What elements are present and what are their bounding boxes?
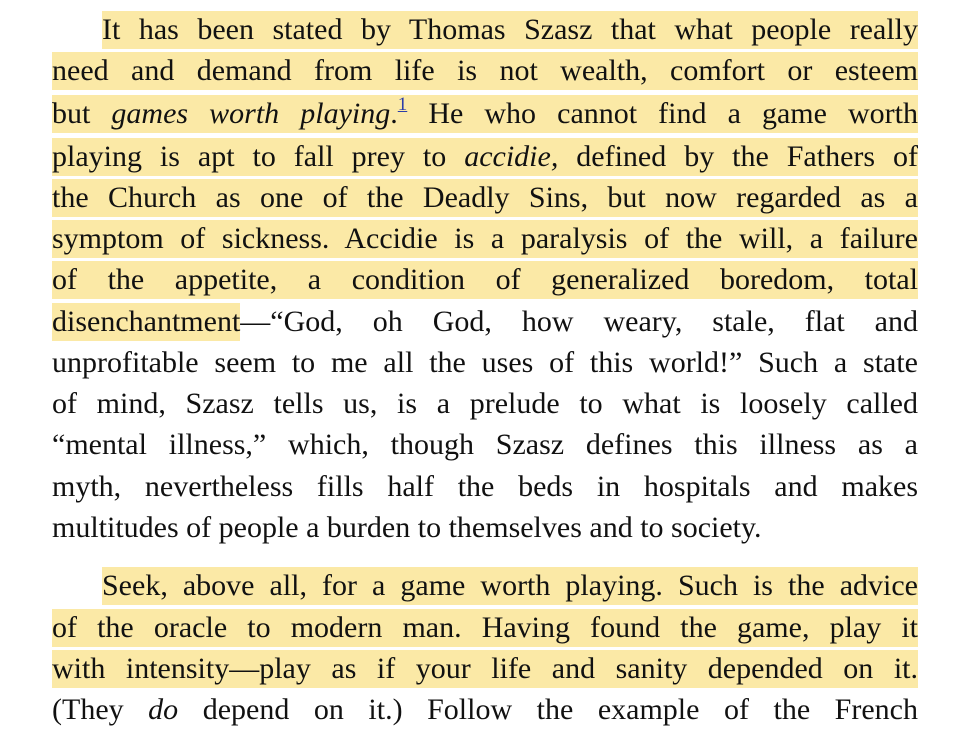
paragraph-1-line-5: [52, 177, 918, 218]
highlight: need and demand from life is not wealth, comfort or esteem: [52, 52, 918, 90]
paragraph-1-line-12: myth, nevertheless fills half the beds in hospitals and makes: [52, 470, 918, 503]
paragraph-1-line-9: unprofitable seem to me all the uses of this world!” Such a state: [52, 346, 918, 379]
highlight: of the oracle to modern man. Having found the game, play it: [52, 609, 918, 647]
highlight: with intensity—play as if your life and sanity depended on it.: [52, 650, 918, 688]
paragraph-1-line-11: “mental illness,” which, though Szasz defines this illness as a: [52, 428, 918, 461]
paragraph-1-line-8: disenchantment—“God, oh God, how weary, stale, flat and: [52, 301, 918, 342]
paragraph-2-line-4: (They do depend on it.) Follow the example of the French: [52, 693, 918, 726]
paragraph-1-line-7: [52, 259, 918, 300]
paragraph-1-line-10: of mind, Szasz tells us, is a prelude to what is loosely called: [52, 387, 918, 420]
paragraph-1-line-13: multitudes of people a burden to themselves and to society.: [52, 511, 762, 544]
paragraph-1-line-4: [52, 136, 918, 177]
paragraph-1-line-3: [52, 93, 918, 134]
paragraph-1-line-1: [102, 9, 918, 50]
highlight: the Church as one of the Deadly Sins, but now regarded as a: [52, 179, 918, 217]
highlight: but games worth playing.$^1$ He who cannot find a game worth: [52, 95, 918, 133]
highlight: playing is apt to fall prey to accidie, defined by the Fathers of: [52, 138, 918, 176]
paragraph-1-line-2: [52, 50, 918, 91]
emphasis-text: do: [148, 693, 179, 726]
paragraph-2-line-1: [102, 565, 918, 606]
paragraph-1-line-6: [52, 218, 918, 259]
highlight: disenchantment: [52, 303, 240, 341]
highlight: symptom of sickness. Accidie is a paralysis of the will, a failure: [52, 220, 918, 258]
highlight: of the appetite, a condition of generalized boredom, total: [52, 261, 918, 299]
footnote-link[interactable]: 1: [397, 94, 408, 115]
emphasis-text: games worth playing: [111, 97, 391, 130]
paragraph-2-line-2: [52, 607, 918, 648]
highlight: Seek, above all, for a game worth playing. Such is the advice: [102, 567, 918, 605]
highlight: It has been stated by Thomas Szasz that what people really: [102, 11, 918, 49]
paragraph-2-line-3: [52, 648, 918, 689]
emphasis-text: accidie,: [464, 140, 559, 173]
